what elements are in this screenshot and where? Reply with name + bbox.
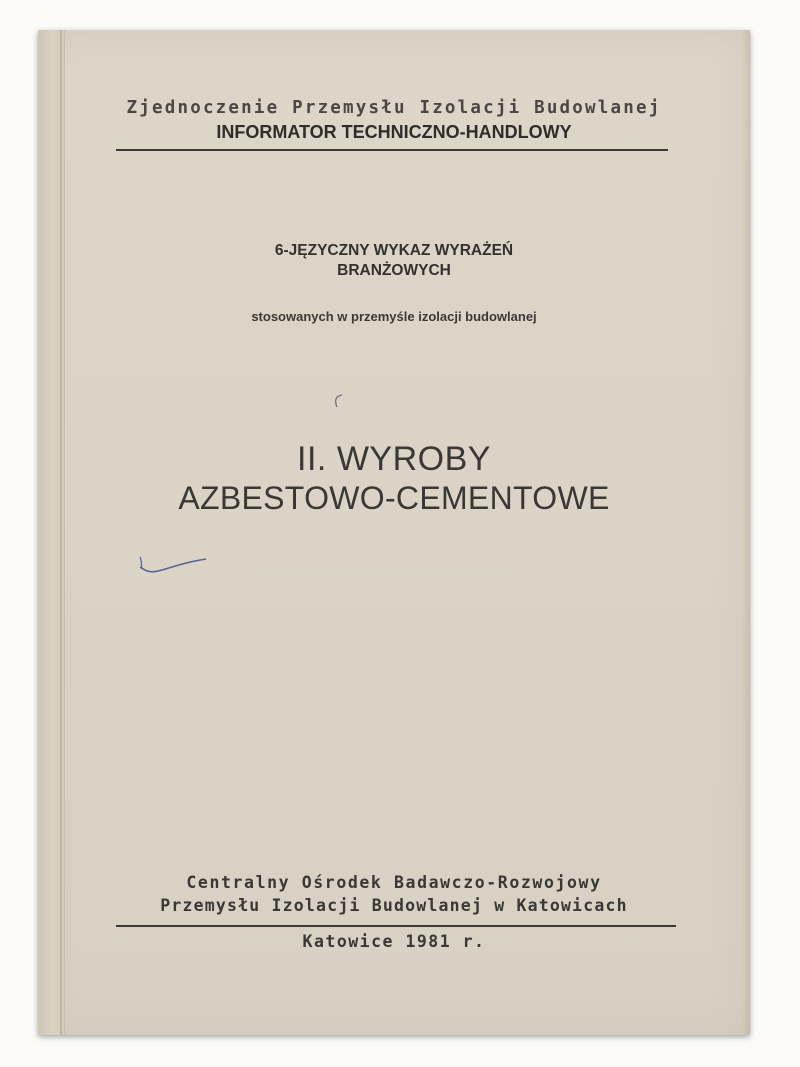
place-and-year: Katowice 1981 r.: [302, 932, 486, 951]
pencil-scribble: [136, 545, 216, 585]
book-title-line-1: 6-JĘZYCZNY WYKAZ WYRAŻEŃ: [274, 242, 514, 259]
book-title-line-2: BRANŻOWYCH: [337, 262, 451, 279]
institution-line-2: Przemysłu Izolacji Budowlanej w Katowicach: [160, 896, 628, 915]
bottom-divider: [116, 925, 676, 927]
series-title: INFORMATOR TECHNICZNO-HANDLOWY: [216, 122, 572, 142]
institution-line-1: Centralny Ośrodek Badawczo-Rozwojowy: [186, 873, 602, 892]
volume-title-line-1: II. WYROBY: [297, 440, 491, 478]
book-subtitle: stosowanych w przemyśle izolacji budowlanej: [251, 309, 537, 324]
volume-title-line-2: AZBESTOWO-CEMENTOWE: [178, 480, 610, 516]
publisher-name: Zjednoczenie Przemysłu Izolacji Budowlanej: [126, 98, 662, 118]
book-cover: [38, 30, 750, 1035]
top-divider: [116, 149, 668, 151]
pencil-mark-small: [328, 392, 348, 412]
